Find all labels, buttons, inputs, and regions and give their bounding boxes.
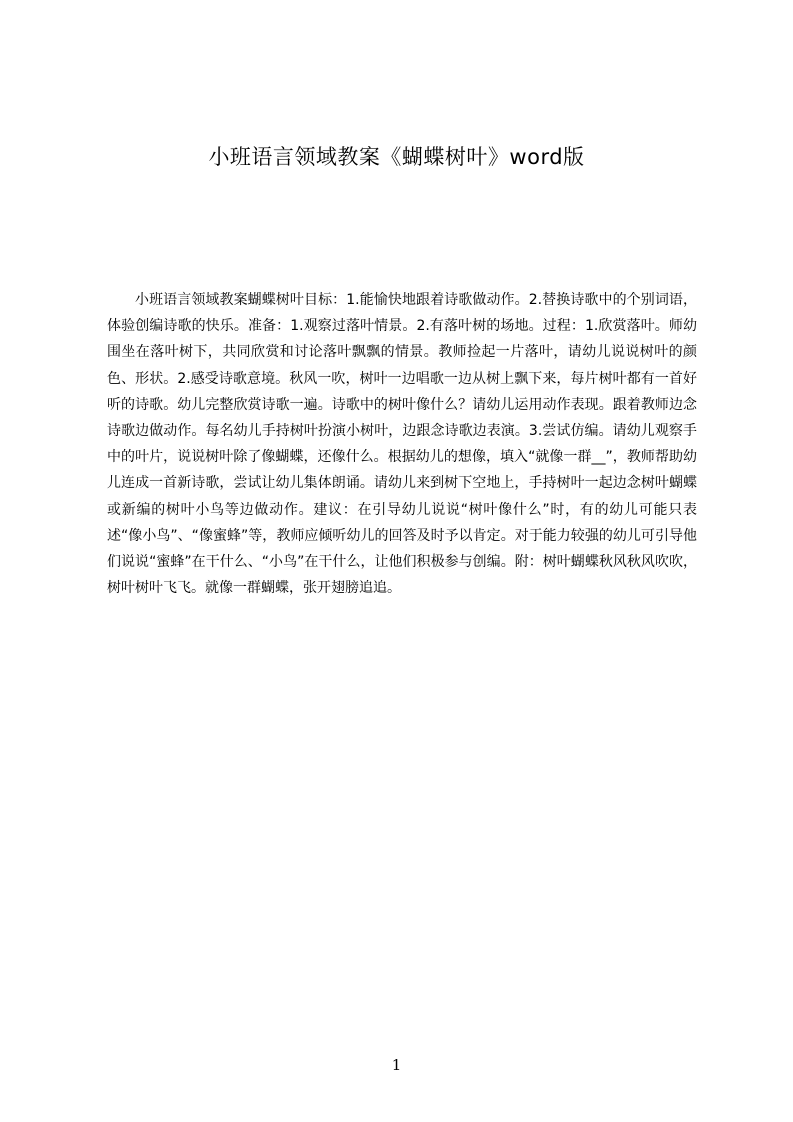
document-title: 小班语言领域教案《蝴蝶树叶》word版 (208, 145, 585, 169)
document-body-paragraph: 小班语言领域教案蝴蝶树叶目标：1.能愉快地跟着诗歌做动作。2.替换诗歌中的个别词语，体验创编诗歌的快乐。准备：1.观察过落叶情景。2.有落叶树的场地。过程：1.欣赏落叶。师幼围坐在落叶树下，共同欣赏和讨论落叶飘飘的情景。教师捡起一片落叶，请幼儿说说树叶的颜色、形状。2.感受诗歌意境。秋风一吹，树叶一边唱歌一边从树上飘下来，每片树叶都有一首好听的诗歌。幼儿完整欣赏诗歌一遍。诗歌中的树叶像什么？请幼儿运用动作表现。跟着教师边念诗歌边做动作。每名幼儿手持树叶扮演小树叶，边跟念诗歌边表演。3.尝试仿编。请幼儿观察手中的叶片，说说树叶除了像蝴蝶，还像什么。根据幼儿的想像，填入“就像一群__”，教师帮助幼儿连成一首新诗歌，尝试让幼儿集体朗诵。请幼儿来到树下空地上，手持树叶一起边念树叶蝴蝶或新编的树叶小鸟等边做动作。建议：在引导幼儿说说“树叶像什么”时，有的幼儿可能只表述“像小鸟”、“像蜜蜂”等，教师应倾听幼儿的回答及时予以肯定。对于能力较强的幼儿可引导他们说说“蜜蜂”在干什么、“小鸟”在干什么，让他们积极参与创编。附：树叶蝴蝶秋风秋风吹吹，树叶树叶飞飞。就像一群蝴蝶，张开翅膀追追。 (107, 292, 697, 597)
page-number: 1 (391, 1056, 402, 1074)
